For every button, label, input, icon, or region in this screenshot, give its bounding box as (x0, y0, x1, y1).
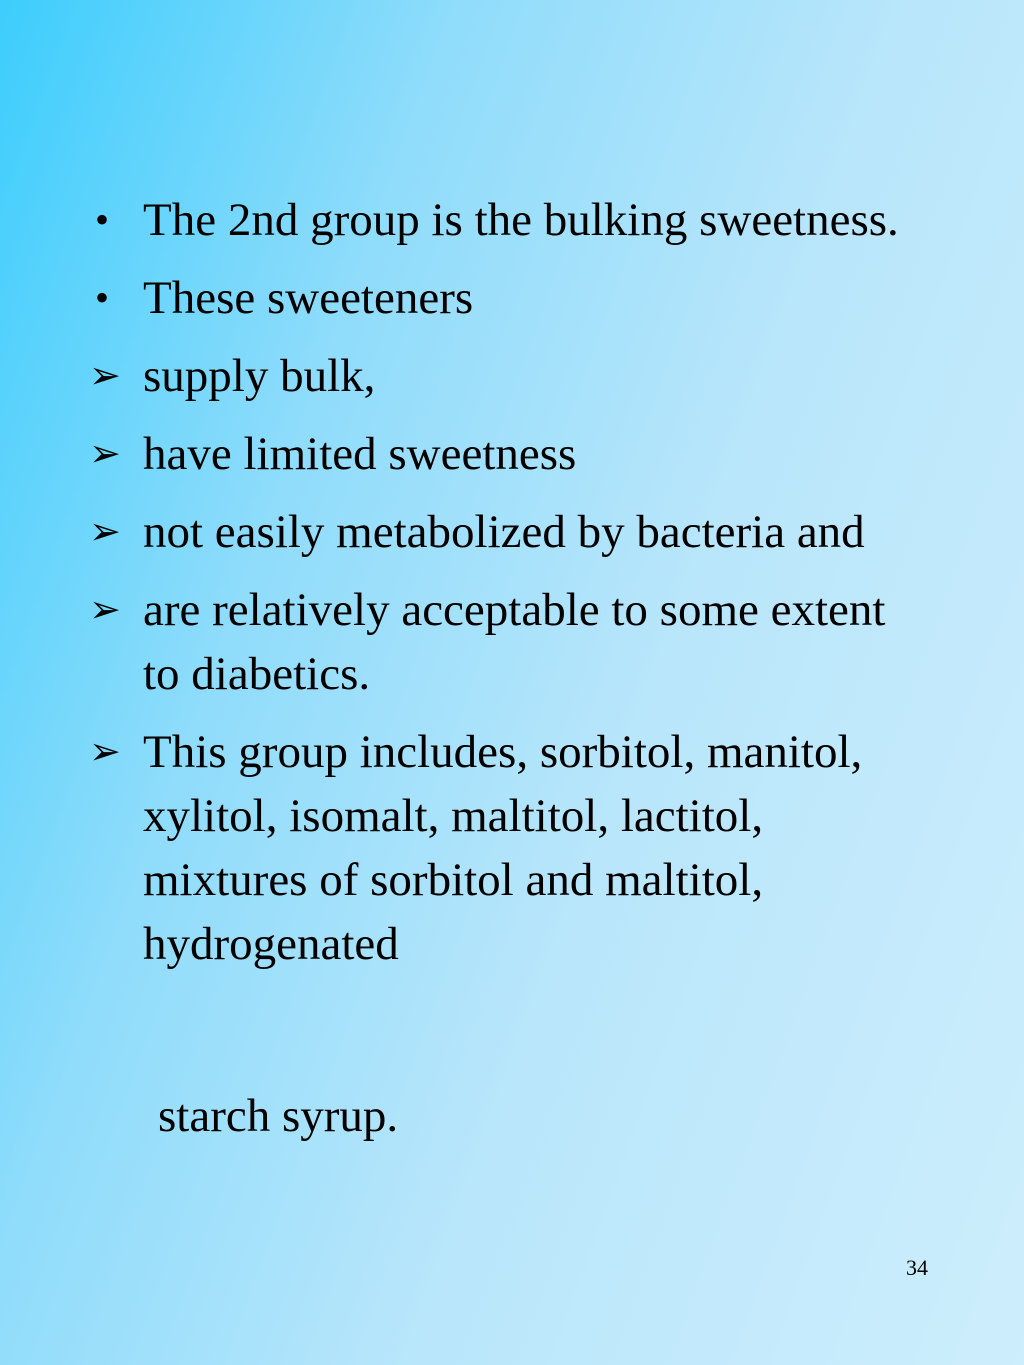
bullet-item-limited-sweetness (85, 422, 915, 486)
bullet-list (85, 188, 915, 990)
bullet-dot-icon: • (95, 197, 110, 242)
arrow-bullet-icon: ➢ (89, 511, 121, 553)
bullet-text: have limited sweetness (143, 428, 577, 480)
bullet-dot-icon: • (95, 275, 110, 320)
bullet-text: are relatively acceptable to some extent to diabetics. (143, 584, 886, 700)
bullet-item-diabetics (85, 578, 915, 706)
arrow-bullet-icon: ➢ (89, 433, 121, 475)
bullet-text: not easily metabolized by bacteria and (143, 506, 865, 558)
page-number: 34 (906, 1255, 928, 1280)
bullet-item-bulking-group (85, 188, 915, 252)
arrow-bullet-icon: ➢ (89, 589, 121, 631)
bullet-item-group-includes (85, 720, 915, 976)
arrow-bullet-icon: ➢ (89, 731, 121, 773)
bullet-text: These sweeteners (143, 272, 474, 324)
bullet-item-not-metabolized (85, 500, 915, 564)
continuation-text: starch syrup. (158, 1090, 399, 1142)
bullet-text: The 2nd group is the bulking sweetness. (143, 194, 899, 246)
bullet-text: This group includes, sorbitol, manitol, xylitol, isomalt, maltitol, lactitol, mixtures of sorbitol and maltitol, hydrogenated (143, 726, 863, 970)
arrow-bullet-icon: ➢ (89, 355, 121, 397)
bullet-item-these-sweeteners (85, 266, 915, 330)
bullet-item-supply-bulk (85, 344, 915, 408)
bullet-text: supply bulk, (143, 350, 376, 402)
